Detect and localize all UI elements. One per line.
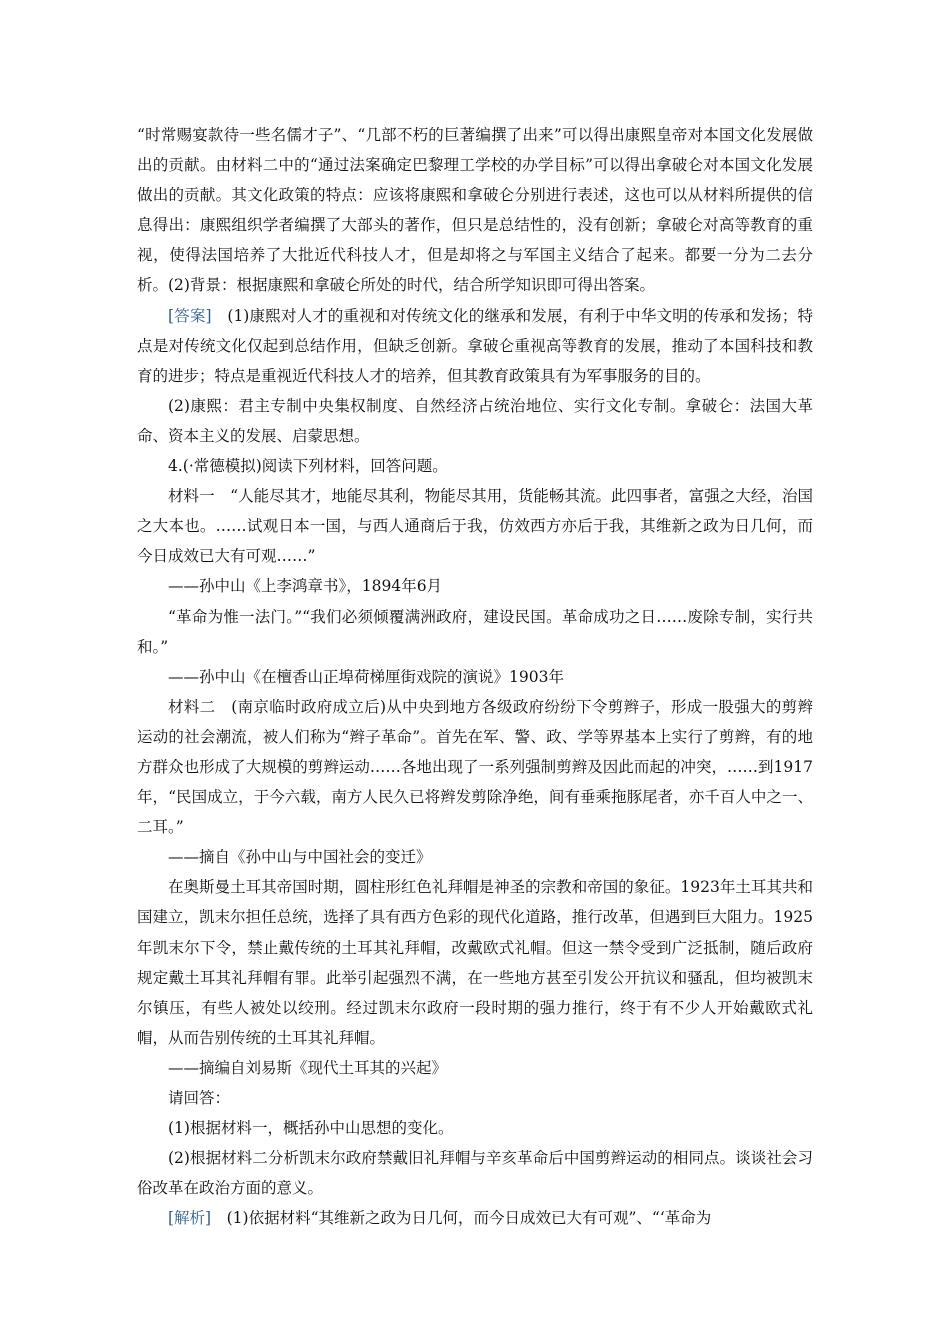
analysis-paragraph-continued: “时常赐宴款待一些名儒才子”、“几部不朽的巨著编撰了出来”可以得出康熙皇帝对本国文化发展做出的贡献。由材料二中的“通过法案确定巴黎理工学校的办学目标”可以得出拿破仑对本国文化发展做出的贡献。其文化政策的特点：应该将康熙和拿破仑分别进行表述，这也可以从材料所提供的信息得出：康熙组织学者编撰了大部头的著作，但只是总结性的，没有创新；拿破仑对高等教育的重视，使得法国培养了大批近代科技人才，但是却将之与军国主义结合了起来。都要一分为二去分析。(2)背景：根据康熙和拿破仑所处的时代，结合所学知识即可得出答案。: [137, 126, 813, 295]
document-body: [137, 120, 813, 1233]
material-1-source-1: ——孙中山《上李鸿章书》，1894年6月: [168, 577, 443, 596]
answer-part-1-text: (1)康熙对人才的重视和对传统文化的继承和发展，有利于中华文明的传承和发扬；特点是对传统文化仅起到总结作用，但缺乏创新。拿破仑重视高等教育的发展，推动了本国科技和教育的进步；特点是重视近代科技人才的培养，但其教育政策具有为军事服务的目的。: [137, 306, 813, 385]
material-2-quote-1: 材料二 (南京临时政府成立后)从中央到地方各级政府纷纷下令剪辫子，形成一股强大的剪辫运动的社会潮流，被人们称为“辫子革命”。首先在军、警、政、学等界基本上实行了剪辫，有的地方群众也形成了大规模的剪辫运动……各地出现了一系列强制剪辫及因此而起的冲突，……到1917年，“民国成立，于今六载，南方人民久已将辫发剪除净绝，间有垂乘拖豚尾者，亦千百人中之一、二耳。”: [137, 697, 813, 837]
material-1-quote-1: 材料一 “人能尽其才，地能尽其利，物能尽其用，货能畅其流。此四事者，富强之大经，治国之大本也。……试观日本一国，与西人通商后于我，仿效西方亦后于我，其维新之政为日几何，而今日成效已大有可观……”: [137, 487, 813, 566]
material-2-quote-2: 在奥斯曼土耳其帝国时期，圆柱形红色礼拜帽是神圣的宗教和帝国的象征。1923年土耳其共和国建立，凯末尔担任总统，选择了具有西方色彩的现代化道路，推行改革，但遇到巨大阻力。1925年凯末尔下令，禁止戴传统的土耳其礼拜帽，改戴欧式礼帽。但这一禁令受到广泛抵制，随后政府规定戴土耳其礼拜帽有罪。此举引起强烈不满，在一些地方甚至引发公开抗议和骚乱，但均被凯末尔镇压，有些人被处以绞刑。经过凯末尔政府一段时期的强力推行，终于有不少人开始戴欧式礼帽，从而告别传统的土耳其礼拜帽。: [137, 878, 813, 1047]
answer-part-1: [137, 301, 813, 391]
material-2-source-2: ——摘编自刘易斯《现代土耳其的兴起》: [168, 1058, 448, 1077]
material-1-source-2: ——孙中山《在檀香山正埠荷梯厘街戏院的演说》1903年: [168, 667, 564, 686]
sub-question-2: (2)根据材料二分析凯末尔政府禁戴旧礼拜帽与辛亥革命后中国剪辫运动的相同点。谈谈社会习俗改革在政治方面的意义。: [137, 1149, 813, 1198]
analysis-part-1: [137, 1203, 813, 1233]
answer-part-2: (2)康熙：君主专制中央集权制度、自然经济占统治地位、实行文化专制。拿破仑：法国大革命、资本主义的发展、启蒙思想。: [137, 396, 813, 445]
material-2-source-1: ——摘自《孙中山与中国社会的变迁》: [168, 848, 432, 867]
analysis-tag: [解析]: [168, 1209, 212, 1228]
answer-tag: [答案]: [168, 306, 212, 325]
sub-question-1: (1)根据材料一，概括孙中山思想的变化。: [168, 1119, 454, 1138]
material-1-quote-2: “革命为惟一法门。”“我们必须倾覆满洲政府，建设民国。革命成功之日……废除专制，实行共和。”: [137, 607, 813, 656]
question-4-heading: 4.(·常德模拟)阅读下列材料，回答问题。: [168, 457, 448, 476]
question-prompt: 请回答：: [168, 1089, 231, 1107]
analysis-part-1-text: (1)依据材料“其维新之政为日几何，而今日成效已大有可观”、“‘革命为: [211, 1209, 712, 1228]
